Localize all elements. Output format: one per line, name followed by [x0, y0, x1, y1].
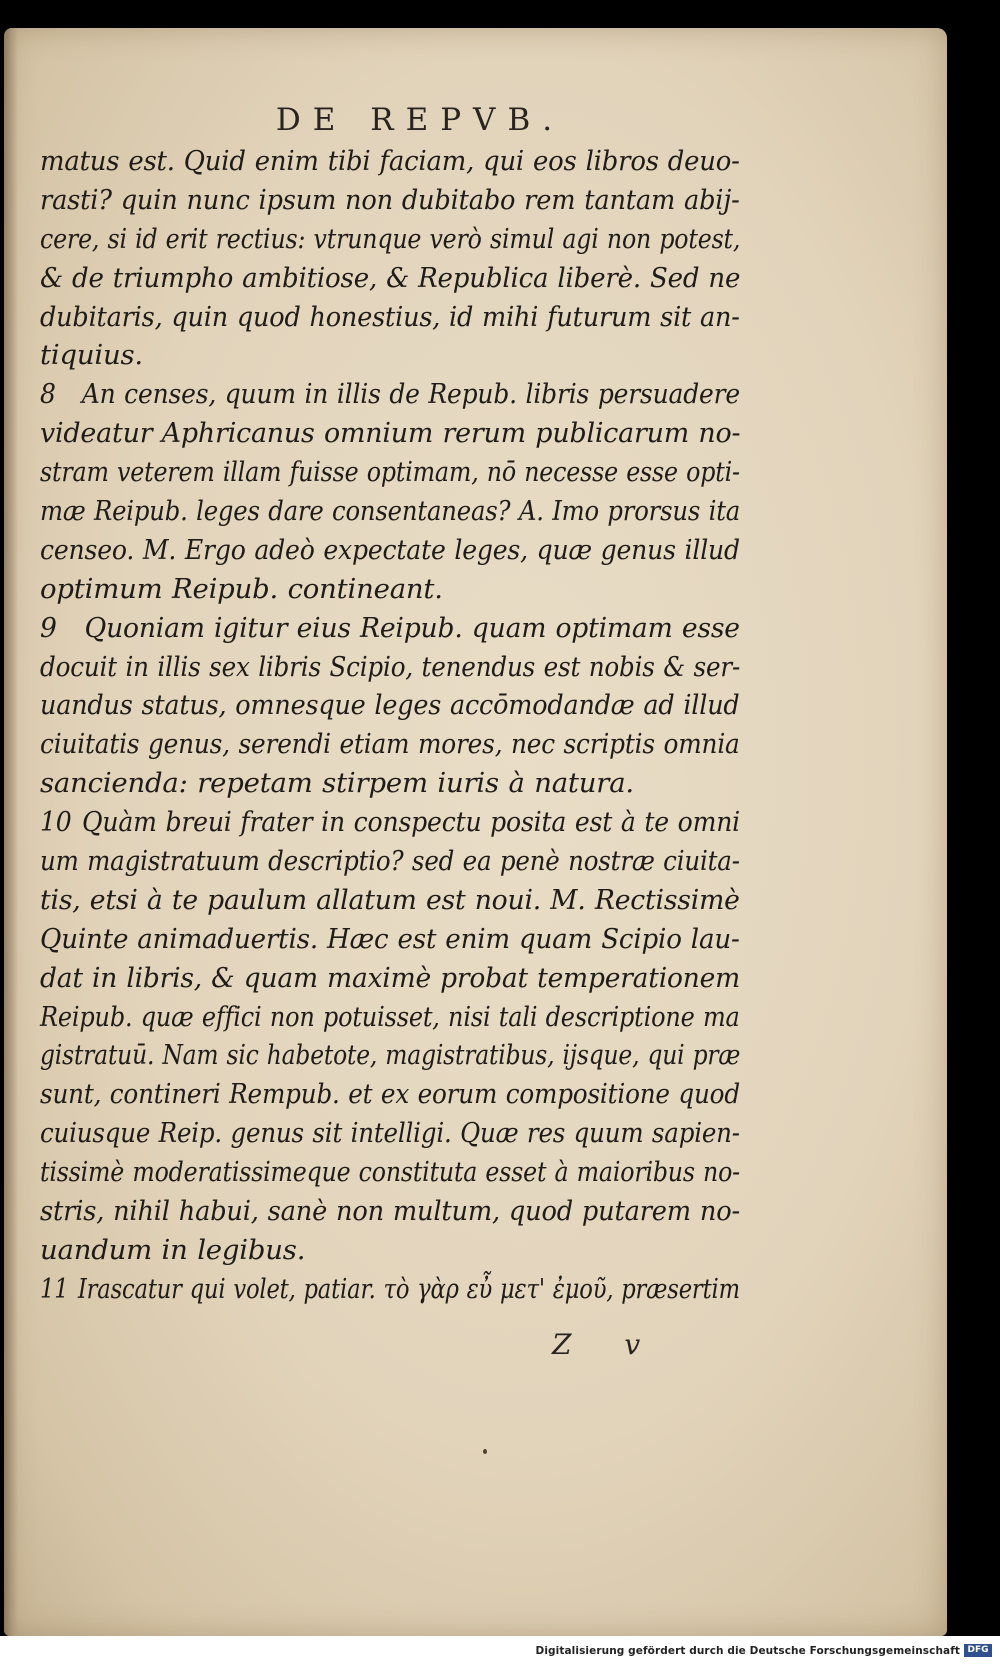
- line-text: tiquius.: [40, 339, 143, 372]
- text-line: [40, 609, 740, 648]
- text-line: [40, 492, 741, 531]
- text-line: [40, 842, 740, 881]
- text-line: [40, 764, 740, 803]
- text-line: [40, 414, 741, 453]
- line-text: An censes, quum in illis de Repub. libris persuadere: [81, 378, 740, 411]
- line-text: stram veterem illam fuisse optimam, nō necesse esse opti-: [40, 456, 740, 489]
- line-text: matus est. Quid enim tibi faciam, qui eos libros deuo-: [40, 145, 740, 177]
- text-line: [40, 298, 740, 337]
- text-line: [40, 920, 740, 959]
- line-text: dubitaris, quin quod honestius, id mihi futurum sit an-: [40, 300, 740, 333]
- line-text: stris, nihil habui, sanè non multum, quod putarem no-: [40, 1195, 740, 1228]
- line-text: tissimè moderatissimeque constituta esset à maioribus no-: [40, 1156, 740, 1189]
- line-text: Quoniam igitur eius Reipub. quam optimam esse: [84, 611, 740, 644]
- line-text: videatur Aphricanus omnium rerum publicarum no-: [40, 417, 741, 450]
- page-text-block: [40, 98, 740, 1309]
- text-line: [40, 220, 741, 259]
- section-number: 9: [40, 611, 57, 644]
- text-line: [40, 1231, 740, 1270]
- line-text: censeo. M. Ergo adeò expectate leges, quæ genus illud: [40, 533, 740, 566]
- text-line: [40, 259, 741, 298]
- line-text: mæ Reipub. leges dare consentaneas? A. Imo prorsus ita: [40, 495, 741, 528]
- text-line: [40, 1036, 741, 1075]
- line-text: Irascatur qui volet, patiar. τὸ γὰρ εὖ μετ' ἐμοῦ, præsertim: [77, 1272, 740, 1305]
- text-line: [40, 1192, 740, 1231]
- text-line: [40, 959, 741, 998]
- text-line: [40, 1270, 740, 1309]
- line-text: rasti? quin nunc ipsum non dubitabo rem tantam abij-: [40, 183, 740, 216]
- running-head: DE REPVB.: [275, 102, 565, 138]
- text-line: [40, 453, 740, 492]
- line-text: Quinte animaduertis. Hæc est enim quam Scipio lau-: [40, 922, 740, 955]
- section-number: 10: [40, 806, 72, 839]
- text-line: [40, 375, 740, 414]
- digitization-footer: [0, 1636, 1000, 1664]
- section-number: 11: [40, 1272, 69, 1305]
- text-line: [40, 336, 740, 375]
- dfg-logo: DFG: [964, 1644, 992, 1657]
- line-text: uandus status, omnesque leges accōmodandæ ad illud: [40, 689, 740, 722]
- text-line: [40, 648, 741, 687]
- line-text: gistratuū. Nam sic habetote, magistratibus, ijsque, qui præ: [40, 1039, 741, 1072]
- line-text: sancienda: repetam stirpem iuris à natura.: [40, 767, 634, 800]
- line-text: tis, etsi à te paulum allatum est noui. M. Rectissimè: [40, 883, 740, 916]
- line-text: sunt, contineri Rempub. et ex eorum compositione quod: [40, 1078, 740, 1111]
- line-text: Quàm breui frater in conspectu posita est à te omni: [81, 806, 741, 839]
- text-line: [40, 142, 740, 181]
- line-text: ciuitatis genus, serendi etiam mores, nec scriptis omnia: [40, 728, 740, 761]
- funding-credit: Digitalisierung gefördert durch die Deutsche Forschungsgemeinschaft: [535, 1645, 960, 1657]
- line-text: Reipub. quæ effici non potuisset, nisi tali descriptione ma: [40, 1000, 740, 1033]
- line-text: docuit in illis sex libris Scipio, tenendus est nobis & ser-: [40, 650, 741, 683]
- text-line: [40, 181, 740, 220]
- text-line: [40, 1075, 740, 1114]
- text-line: [40, 998, 740, 1037]
- text-line: [40, 803, 741, 842]
- signature-mark: Z v: [552, 1328, 663, 1361]
- line-text: uandum in legibus.: [40, 1233, 306, 1266]
- text-line: [40, 1114, 740, 1153]
- line-text: cere, si id erit rectius: vtrunque verò simul agi non potest,: [40, 222, 741, 255]
- text-line: [40, 725, 740, 764]
- line-text: dat in libris, & quam maximè probat temperationem: [40, 961, 741, 994]
- text-line: [40, 881, 740, 920]
- book-page: [4, 28, 947, 1636]
- text-lines: [40, 142, 740, 1309]
- line-text: optimum Reipub. contineant.: [40, 572, 443, 605]
- text-line: [40, 1153, 740, 1192]
- text-line: [40, 686, 740, 725]
- line-text: & de triumpho ambitiose, & Republica liberè. Sed ne: [40, 261, 741, 294]
- text-line: [40, 570, 740, 609]
- line-text: um magistratuum descriptio? sed ea penè nostræ ciuita-: [40, 845, 740, 878]
- text-line: [40, 531, 740, 570]
- section-number: 8: [40, 378, 56, 411]
- line-text: cuiusque Reip. genus sit intelligi. Quæ res quum sapien-: [40, 1117, 740, 1150]
- ink-speck: [483, 1449, 487, 1454]
- page-gutter-shadow: [4, 28, 18, 1636]
